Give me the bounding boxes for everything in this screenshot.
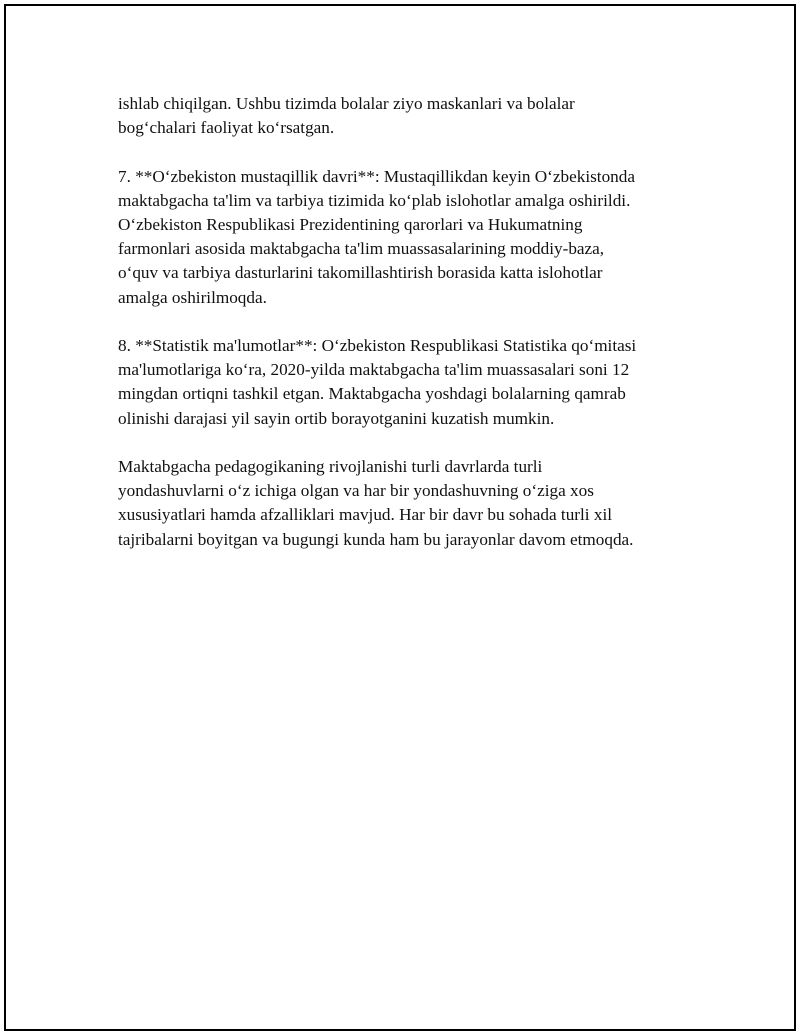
text-line: O‘zbekiston Respublikasi Prezidentining qarorlari va Hukumatning <box>118 215 583 234</box>
text-line: Maktabgacha pedagogikaning rivojlanishi turli davrlarda turli <box>118 457 543 476</box>
text-line: maktabgacha ta'lim va tarbiya tizimida ko‘plab islohotlar amalga oshirildi. <box>118 190 631 210</box>
paragraph-continuation <box>118 92 688 140</box>
document-body <box>118 92 688 576</box>
text-line: amalga oshirilmoqda. <box>118 287 267 307</box>
text-line: ishlab chiqilgan. Ushbu tizimda bolalar ziyo maskanlari va bolalar <box>118 94 575 113</box>
text-line: ma'lumotlariga ko‘ra, 2020-yilda maktabgacha ta'lim muassasalari soni 12 <box>118 360 630 380</box>
paragraph-item-7 <box>118 165 688 310</box>
text-line: 8. **Statistik ma'lumotlar**: O‘zbekiston Respublikasi Statistika qo‘mitasi <box>118 336 637 355</box>
text-line: mingdan ortiqni tashkil etgan. Maktabgacha yoshdagi bolalarning qamrab <box>118 384 626 404</box>
text-line: tajribalarni boyitgan va bugungi kunda ham bu jarayonlar davom etmoqda. <box>118 529 634 549</box>
text-line: yondashuvlarni o‘z ichiga olgan va har bir yondashuvning o‘ziga xos <box>118 481 594 501</box>
paragraph-item-8 <box>118 334 688 431</box>
text-line: olinishi darajasi yil sayin ortib borayotganini kuzatish mumkin. <box>118 408 555 428</box>
paragraph-conclusion <box>118 455 688 552</box>
text-line: o‘quv va tarbiya dasturlarini takomillashtirish borasida katta islohotlar <box>118 263 603 283</box>
text-line: xususiyatlari hamda afzalliklari mavjud. Har bir davr bu sohada turli xil <box>118 505 612 525</box>
text-line: farmonlari asosida maktabgacha ta'lim muassasalarining moddiy-baza, <box>118 239 605 259</box>
text-line: 7. **O‘zbekiston mustaqillik davri**: Mustaqillikdan keyin O‘zbekistonda <box>118 166 635 186</box>
text-line: bog‘chalari faoliyat ko‘rsatgan. <box>118 118 335 138</box>
